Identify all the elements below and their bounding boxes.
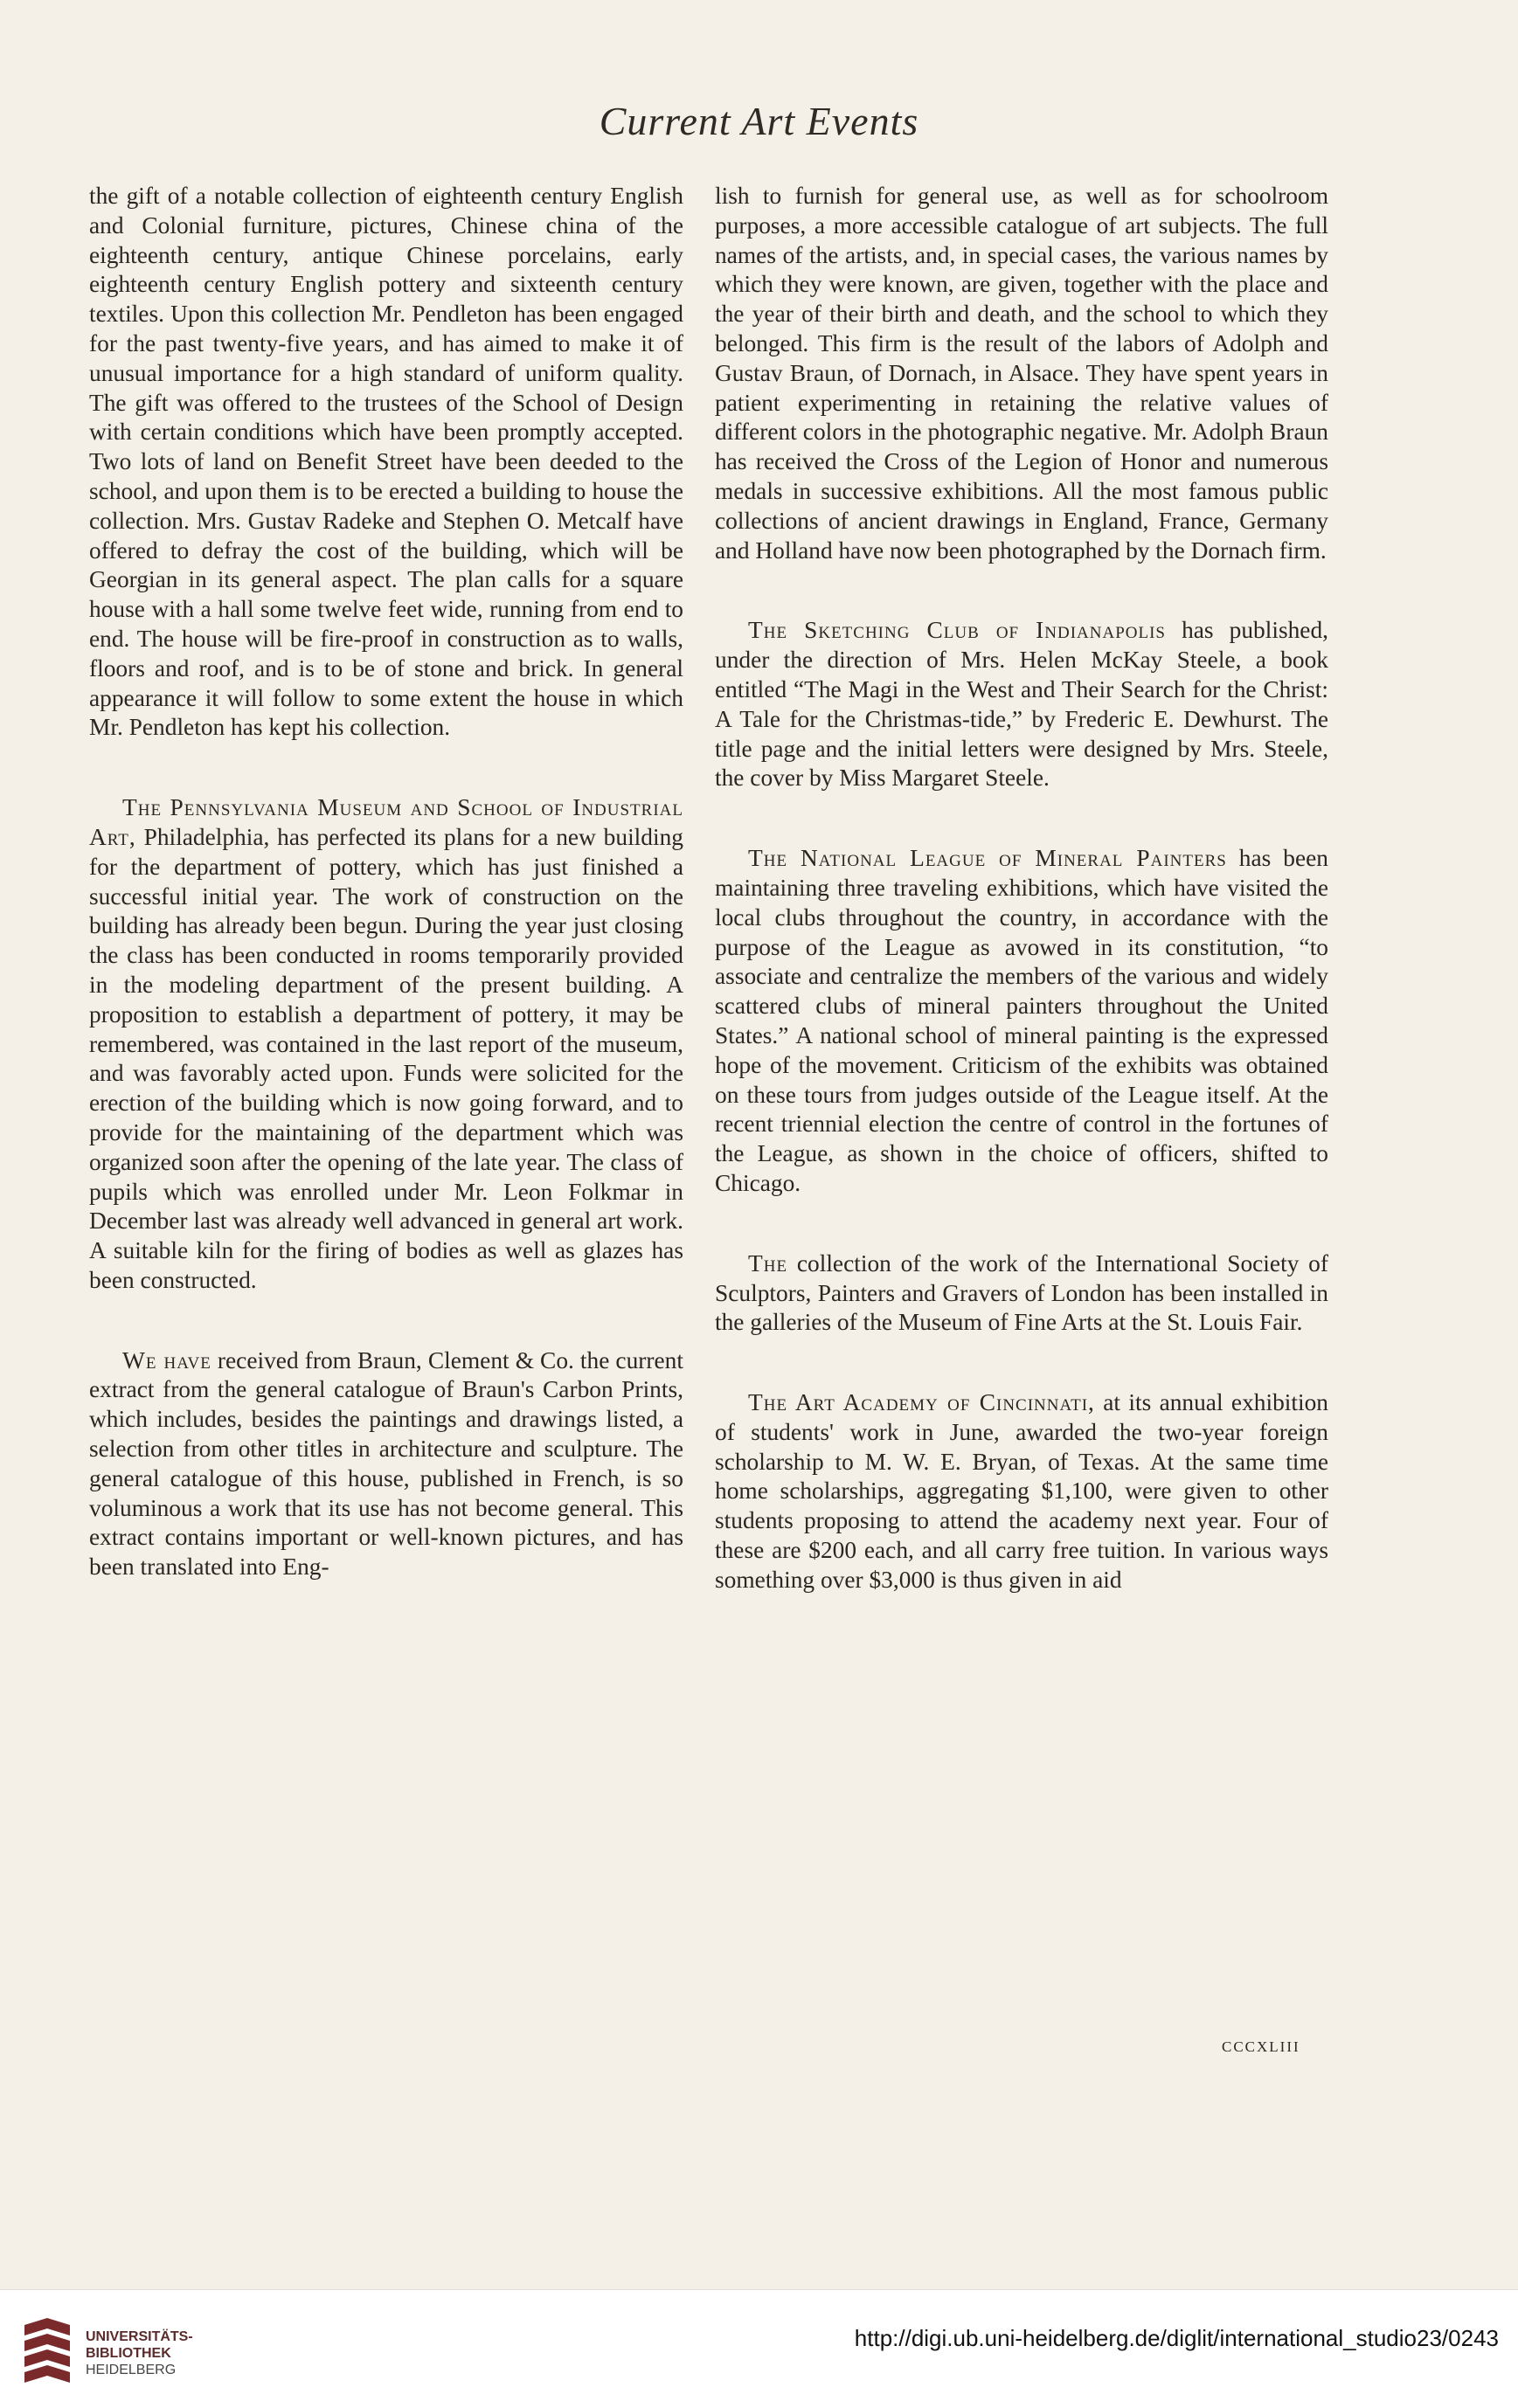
paragraph-text: at its annual exhibition of students' work in June, awarded the two-year foreign scholarship to M. W. E. Bryan, of Texas. At the same time home scholarships, aggregating $1,100, were given to other students proposing to attend the academy next year. Four of these are $200 each, and all carry free tuition. In various ways something over $3,000 is thus given in aid — [715, 1389, 1328, 1593]
logo-line: HEIDELBERG — [86, 2363, 177, 2377]
paragraph-text: lish to furnish for general use, as well as for schoolroom purposes, a more accessible catalogue of art subjects. The full names of the artists, and, in special cases, the various names by which they were known, are given, together with the place and the year of their birth and death, and the school to which they belonged. This firm is the result of the labors of Adolph and Gustav Braun, of Dornach, in Alsace. They have spent years in patient experimenting in retaining the relative values of different colors in the photographic negative. Mr. Adolph Braun has received the Cross of the Legion of Honor and numerous medals in successive exhibitions. All the most famous public collections of ancient drawings in England, France, Germany and Holland have now been photographed by the Dornach firm. — [715, 183, 1328, 564]
paragraph-lead: The — [748, 1249, 788, 1277]
paragraph-text: has published, under the direction of Mrs. Helen McKay Steele, a book entitled “The Magi in the West and Their Search for the Christ: A Tale for the Christmas-tide,” by Frederic E. Dewhurst. The title page and the initial letters were designed by Mrs. Steele, the cover by Miss Margaret Steele. — [715, 617, 1328, 792]
right-column — [715, 182, 1328, 1646]
paragraph — [89, 793, 683, 1296]
paragraph-lead: The Art Academy of Cincinnati, — [748, 1389, 1095, 1416]
paragraph-text: collection of the work of the International Society of Sculptors, Painters and Gravers of London has been installed in the galleries of the Museum of Fine Arts at the St. Louis Fair. — [715, 1249, 1328, 1336]
paragraph — [89, 182, 683, 743]
paragraph-lead: The Sketching Club of Indianapolis — [748, 617, 1167, 644]
paragraph — [715, 844, 1328, 1199]
logo-line: BIBLIOTHEK — [86, 2346, 171, 2361]
paragraph-text: Philadelphia, has perfected its plans for a new building for the department of pottery, which has just finished a successful initial year. The work of construction on the building has already been begun. During the year just closing the class has been conducted in rooms temporarily provided in the modeling department of the present building. A proposition to establish a department of pottery, it may be remembered, was contained in the last report of the museum, and was favorably acted upon. Funds were solicited for the erection of the building which is now going forward, and to provide for the maintaining of the department which was organized soon after the opening of the late year. The class of pupils which was enrolled under Mr. Leon Folkmar in December last was already well advanced in general art work. A suitable kiln for the firing of bodies as well as glazes has been constructed. — [89, 823, 683, 1293]
paragraph-text: the gift of a notable collection of eighteenth century English and Colonial furniture, pictures, Chinese china of the eighteenth century, antique Chinese porcelains, early eighteenth century English pottery and sixteenth century textiles. Upon this collection Mr. Pendleton has been engaged for the past twenty-five years, and has aimed to make it of unusual importance for a high standard of uniform quality. The gift was offered to the trustees of the School of Design with certain conditions which have been promptly accepted. Two lots of land on Benefit Street have been deeded to the school, and upon them is to be erected a building to house the collection. Mrs. Gustav Radeke and Stephen O. Metcalf have offered to defray the cost of the building, which will be Georgian in its general aspect. The plan calls for a square house with a hall some twelve feet wide, running from end to end. The house will be fire-proof in construction as to walls, floors and roof, and is to be of stone and brick. In general appearance it will follow to some extent the house in which Mr. Pendleton has kept his collection. — [89, 183, 683, 741]
viewer-footer — [0, 2289, 1518, 2408]
logo-line: UNIVERSITÄTS- — [86, 2329, 193, 2344]
paragraph — [715, 1388, 1328, 1595]
left-column — [89, 182, 683, 1633]
paragraph-text: has been maintaining three traveling exhibitions, which have visited the local clubs throughout the country, in accordance with the purpose of the League as avowed in its constitution, “to associate and centralize the members of the various and widely scattered clubs of mineral painters throughout the United States.” A national school of mineral painting is the expressed hope of the movement. Criticism of the exhibits was obtained on these tours from judges outside of the League itself. At the recent triennial election the centre of control in the fortunes of the League, as shown in the choice of officers, shifted to Chicago. — [715, 845, 1328, 1196]
paragraph-lead: The Pennsylvania Museum and School of Industrial Art, — [89, 794, 683, 850]
paragraph-lead: We have — [122, 1346, 211, 1374]
paragraph-lead: The National League of Mineral Painters — [748, 845, 1227, 872]
paragraph — [715, 1249, 1328, 1338]
paragraph — [89, 1346, 683, 1582]
page-number: cccxliii — [1222, 2034, 1300, 2057]
running-head: Current Art Events — [599, 99, 919, 143]
library-logo-text — [86, 2328, 193, 2378]
source-url-link[interactable]: http://digi.ub.uni-heidelberg.de/diglit/international_studio23/0243 — [854, 2325, 1499, 2351]
library-logo-icon — [19, 2316, 75, 2390]
paragraph — [715, 182, 1328, 565]
paragraph — [715, 616, 1328, 793]
paragraph-text: received from Braun, Clement & Co. the current extract from the general catalogue of Braun's Carbon Prints, which includes, besides the paintings and drawings listed, a selection from other titles in architecture and sculpture. The general catalogue of this house, published in French, is so voluminous a work that its use has not become general. This extract contains important or well-known pictures, and has been translated into Eng- — [89, 1346, 683, 1581]
